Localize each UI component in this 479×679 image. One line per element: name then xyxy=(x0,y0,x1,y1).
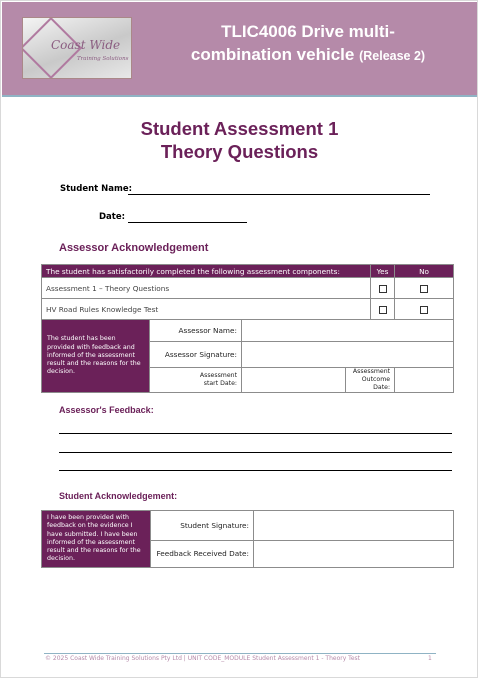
feedback-received-label: Feedback Received Date: xyxy=(151,540,254,567)
feedback-received-date-field[interactable] xyxy=(254,540,454,567)
student-signature-field[interactable] xyxy=(254,511,454,541)
component-label: Assessment 1 – Theory Questions xyxy=(42,278,371,299)
yes-cell xyxy=(371,299,395,320)
assessor-ack-table xyxy=(41,264,454,393)
no-header: No xyxy=(395,265,454,278)
student-name-field[interactable] xyxy=(128,194,430,195)
date-label: Date: xyxy=(99,212,126,222)
document-title-line2: Theory Questions xyxy=(160,141,319,162)
assessor-feedback-heading: Assessor's Feedback: xyxy=(59,405,154,415)
start-date-label-line2: start Date: xyxy=(203,380,237,387)
table-row xyxy=(42,299,454,320)
assessor-signature-field[interactable] xyxy=(242,342,454,368)
date-field[interactable] xyxy=(128,222,247,223)
outcome-date-label xyxy=(346,368,395,393)
feedback-line[interactable] xyxy=(59,433,452,434)
logo-text: Coast Wide xyxy=(51,38,121,52)
yes-checkbox[interactable] xyxy=(379,306,387,314)
release-label: (Release 2) xyxy=(359,49,426,63)
header-divider xyxy=(2,95,477,97)
outcome-date-label-line2: Outcome Date: xyxy=(361,376,391,391)
no-cell xyxy=(395,299,454,320)
assessor-name-row xyxy=(42,320,454,342)
document-title xyxy=(0,117,479,163)
feedback-statement: The student has been provided with feedback and informed of the assessment result and the reasons for the decision. xyxy=(42,320,150,393)
no-cell xyxy=(395,278,454,299)
no-checkbox[interactable] xyxy=(420,285,428,293)
assessor-signature-label: Assessor Signature: xyxy=(150,342,242,368)
feedback-line[interactable] xyxy=(59,470,452,471)
student-ack-table xyxy=(41,510,454,568)
unit-title-line2 xyxy=(158,43,458,68)
start-date-label xyxy=(150,368,242,393)
start-date-field[interactable] xyxy=(242,368,346,393)
yes-checkbox[interactable] xyxy=(379,285,387,293)
unit-title xyxy=(158,20,458,68)
student-name-label: Student Name: xyxy=(60,184,133,194)
component-label: HV Road Rules Knowledge Test xyxy=(42,299,371,320)
footer-text: © 2025 Coast Wide Training Solutions Pty Ltd | UNIT CODE_MODULE Student Assessment 1 - Theory Test xyxy=(45,655,360,662)
unit-title-name: combination vehicle xyxy=(190,45,355,64)
outcome-date-label-line1: Assessment xyxy=(352,368,391,375)
components-header: The student has satisfactorily completed the following assessment components: xyxy=(42,265,371,278)
start-date-label-line1: Assessment xyxy=(199,372,237,379)
student-signature-row xyxy=(42,511,454,541)
company-logo xyxy=(22,17,132,79)
table-row xyxy=(42,278,454,299)
student-ack-statement: I have been provided with feedback on the evidence I have submitted. I have been informed of the assessment result and the reasons for the decision. xyxy=(42,511,151,568)
yes-header: Yes xyxy=(371,265,395,278)
feedback-line[interactable] xyxy=(59,452,452,453)
assessor-name-field[interactable] xyxy=(242,320,454,342)
header-band xyxy=(2,2,477,95)
page-number: 1 xyxy=(428,655,432,662)
assessor-table-header xyxy=(42,265,454,278)
no-checkbox[interactable] xyxy=(420,306,428,314)
footer-divider xyxy=(44,653,436,654)
assessor-name-label: Assessor Name: xyxy=(150,320,242,342)
outcome-date-field[interactable] xyxy=(395,368,454,393)
unit-title-line1: TLIC4006 Drive multi- xyxy=(221,22,395,41)
student-ack-heading: Student Acknowledgement: xyxy=(59,491,178,501)
document-title-line1: Student Assessment 1 xyxy=(140,118,339,139)
yes-cell xyxy=(371,278,395,299)
assessor-ack-heading: Assessor Acknowledgement xyxy=(59,242,209,254)
logo-subtext: Training Solutions xyxy=(77,56,129,62)
student-signature-label: Student Signature: xyxy=(151,511,254,541)
